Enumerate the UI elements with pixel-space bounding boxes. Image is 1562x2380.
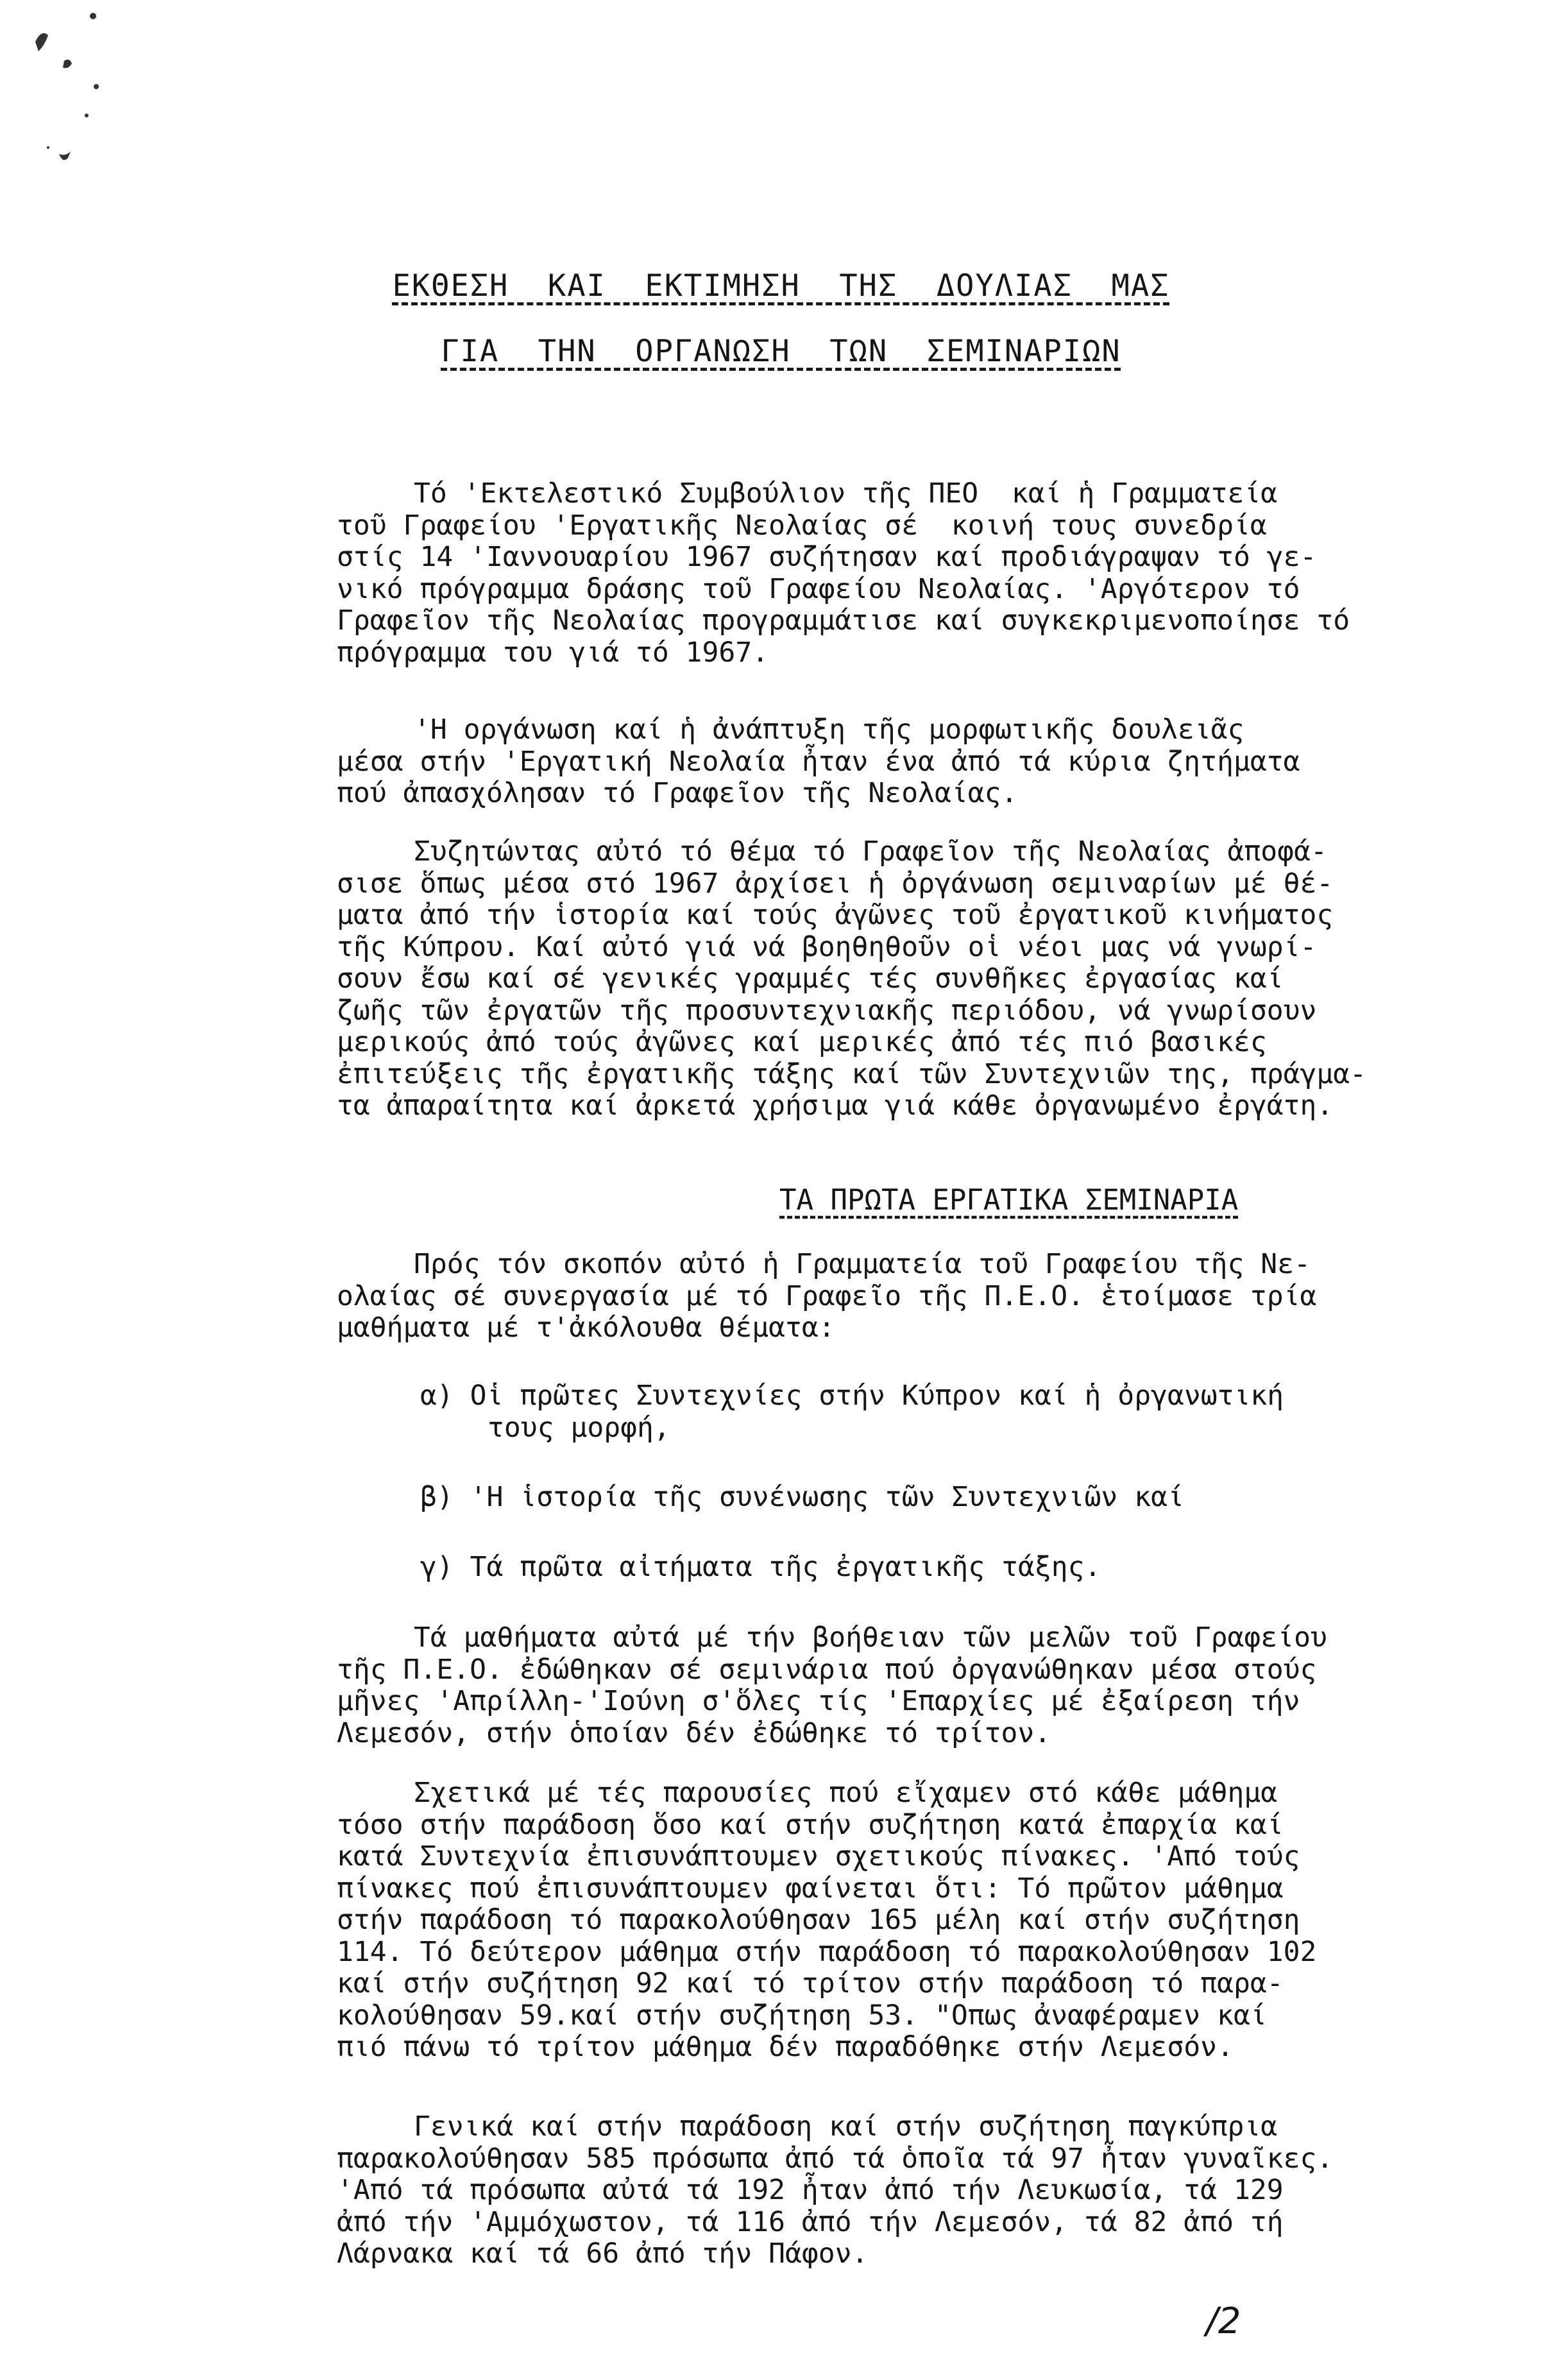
section-heading: ΤΑ ΠΡΩΤΑ ΕΡΓΑΤΙΚΑ ΣΕΜΙΝΑΡΙΑ (779, 1184, 1239, 1217)
text-line: Τό 'Εκτελεστικό Συμβούλιον τῆς ΠΕΟ καί ἡ Γραμματεία (414, 477, 1278, 509)
page-number: /2 (1206, 2300, 1241, 2342)
text-line: σουν ἔσω καί σέ γενικές γραμμές τές συνθῆκες ἐργασίας καί (337, 963, 1284, 995)
topic-list (420, 1380, 1511, 1444)
text-line: ἀπό τήν 'Αμμόχωστον, τά 116 ἀπό τήν Λεμεσόν, τά 82 ἀπό τή (337, 2205, 1284, 2238)
text-line: Συζητώντας αὐτό τό θέμα τό Γραφεῖον τῆς Νεολαίας ἀποφά- (414, 835, 1327, 868)
paragraph-4 (337, 1249, 1511, 1344)
paragraph-6 (337, 1777, 1511, 2064)
text-line: κολούθησαν 59.καί στήν συζήτηση 53. "Οπως ἀναφέραμεν καί (337, 1999, 1267, 2032)
text-line: σισε ὅπως μέσα στό 1967 ἀρχίσει ἡ ὀργάνωση σεμιναρίων μέ θέ- (337, 867, 1334, 900)
text-line: πιό πάνω τό τρίτον μάθημα δέν παραδόθηκε στήν Λεμεσόν. (337, 2031, 1234, 2063)
list-item (420, 1481, 1511, 1513)
text-line: πρόγραμμα του γιά τό 1967. (337, 636, 769, 669)
document-subtitle: ΓΙΑ ΤΗΝ ΟΡΓΑΝΩΣΗ ΤΩΝ ΣΕΜΙΝΑΡΙΩΝ (441, 334, 1121, 369)
text-line: μερικούς ἀπό τούς ἀγῶνες καί μερικές ἀπό τές πιό βασικές (337, 1026, 1267, 1058)
text-line: Πρός τόν σκοπόν αὐτό ἡ Γραμματεία τοῦ Γραφείου τῆς Νε- (414, 1248, 1311, 1280)
text-line: παρακολούθησαν 585 πρόσωπα ἀπό τά ὁποῖα τά 97 ἦταν γυναῖκες. (337, 2142, 1334, 2175)
document-title: ΕΚΘΕΣΗ ΚΑΙ ΕΚΤΙΜΗΣΗ ΤΗΣ ΔΟΥΛΙΑΣ ΜΑΣ (392, 268, 1170, 304)
text-line: α) Οἱ πρῶτες Συντεχνίες στήν Κύπρον καί ἡ ὀργανωτική (420, 1380, 1284, 1412)
text-line: καί στήν συζήτηση 92 καί τό τρίτον στήν παράδοση τό παρα- (337, 1967, 1284, 1999)
text-line: ματα ἀπό τήν ἱστορία καί τούς ἀγῶνες τοῦ ἐργατικοῦ κινήματος (337, 899, 1334, 931)
text-line: Λάρνακα καί τά 66 ἀπό τήν Πάφον. (337, 2238, 869, 2270)
paragraph-7 (337, 2111, 1511, 2270)
text-line: τόσο στήν παράδοση ὅσο καί στήν συζήτηση κατά ἐπαρχία καί (337, 1808, 1284, 1841)
text-line: τῆς Π.Ε.Ο. ἐδώθηκαν σέ σεμινάρια πού ὀργανώθηκαν μέσα στούς (337, 1653, 1317, 1686)
text-line: Γραφεῖον τῆς Νεολαίας προγραμμάτισε καί συγκεκριμενοποίησε τό (337, 604, 1350, 637)
text-line: κατά Συντεχνία ἐπισυνάπτουμεν σχετικούς πίνακες. 'Από τούς (337, 1840, 1300, 1872)
paragraph-2 (337, 714, 1511, 810)
text-line: ἐπιτεύξεις τῆς ἐργατικῆς τάξης καί τῶν Συντεχνιῶν της, πράγμα- (337, 1057, 1367, 1090)
text-line: τοῦ Γραφείου 'Εργατικῆς Νεολαίας σέ κοινή τους συνεδρία (337, 509, 1267, 542)
topic-list-b (420, 1481, 1511, 1513)
text-line: ζωῆς τῶν ἐργατῶν τῆς προσυντεχνιακῆς περιόδου, νά γνωρίσουν (337, 994, 1317, 1027)
text-line: πίνακες πού ἐπισυνάπτουμεν φαίνεται ὅτι: Τό πρῶτον μάθημα (337, 1872, 1284, 1905)
text-line: Σχετικά μέ τές παρουσίες πού εἴχαμεν στό κάθε μάθημα (414, 1777, 1278, 1809)
paragraph-3 (337, 836, 1511, 1122)
paragraph-5 (337, 1622, 1511, 1749)
topic-list-c (420, 1551, 1511, 1583)
text-line: στήν παράδοση τό παρακολούθησαν 165 μέλη καί στήν συζήτηση (337, 1904, 1300, 1936)
text-line: γ) Τά πρῶτα αἰτήματα τῆς ἐργατικῆς τάξης. (420, 1551, 1101, 1583)
text-line: ολαίας σέ συνεργασία μέ τό Γραφεῖο τῆς Π.Ε.Ο. ἑτοίμασε τρία (337, 1280, 1317, 1312)
list-item (420, 1551, 1511, 1583)
text-line: στίς 14 'Ιαννουαρίου 1967 συζήτησαν καί προδιάγραψαν τό γε- (337, 541, 1317, 573)
text-line: τους μορφή, (488, 1412, 670, 1444)
text-line: Γενικά καί στήν παράδοση καί στήν συζήτηση παγκύπρια (414, 2110, 1278, 2143)
text-line: πού ἀπασχόλησαν τό Γραφεῖον τῆς Νεολαίας. (337, 777, 1018, 809)
text-line: β) 'Η ἱστορία τῆς συνένωσης τῶν Συντεχνιῶν καί (420, 1481, 1184, 1513)
paragraph-1 (337, 478, 1511, 669)
list-item (420, 1380, 1511, 1444)
text-line: 114. Τό δεύτερον μάθημα στήν παράδοση τό παρακολούθησαν 102 (337, 1935, 1317, 1968)
text-line: μαθήματα μέ τ'ἀκόλουθα θέματα: (337, 1312, 835, 1344)
text-line: Τά μαθήματα αὐτά μέ τήν βοήθειαν τῶν μελῶν τοῦ Γραφείου (414, 1622, 1327, 1654)
text-line: τα ἀπαραίτητα καί ἀρκετά χρήσιμα γιά κάθε ὀργανωμένο ἐργάτη. (337, 1090, 1334, 1122)
text-line: 'Από τά πρόσωπα αὐτά τά 192 ἦταν ἀπό τήν Λευκωσία, τά 129 (337, 2174, 1284, 2206)
text-line: Λεμεσόν, στήν ὁποίαν δέν ἐδώθηκε τό τρίτον. (337, 1717, 1051, 1749)
margin-ink-marks (35, 13, 99, 160)
text-line: τῆς Κύπρου. Καί αὐτό γιά νά βοηθηθοῦν οἱ νέοι μας νά γνωρί- (337, 930, 1317, 963)
text-line: μέσα στήν 'Εργατική Νεολαία ἦταν ένα ἀπό τά κύρια ζητήματα (337, 745, 1300, 778)
text-line: μῆνες 'Απρίλλη-'Ιούνη σ'ὅλες τίς 'Επαρχίες μέ ἐξαίρεση τήν (337, 1685, 1300, 1717)
text-line: 'Η οργάνωση καί ἡ ἀνάπτυξη τῆς μορφωτικῆς δουλειᾶς (414, 714, 1244, 746)
text-line: νικό πρόγραμμα δράσης τοῦ Γραφείου Νεολαίας. 'Αργότερον τό (337, 572, 1300, 605)
